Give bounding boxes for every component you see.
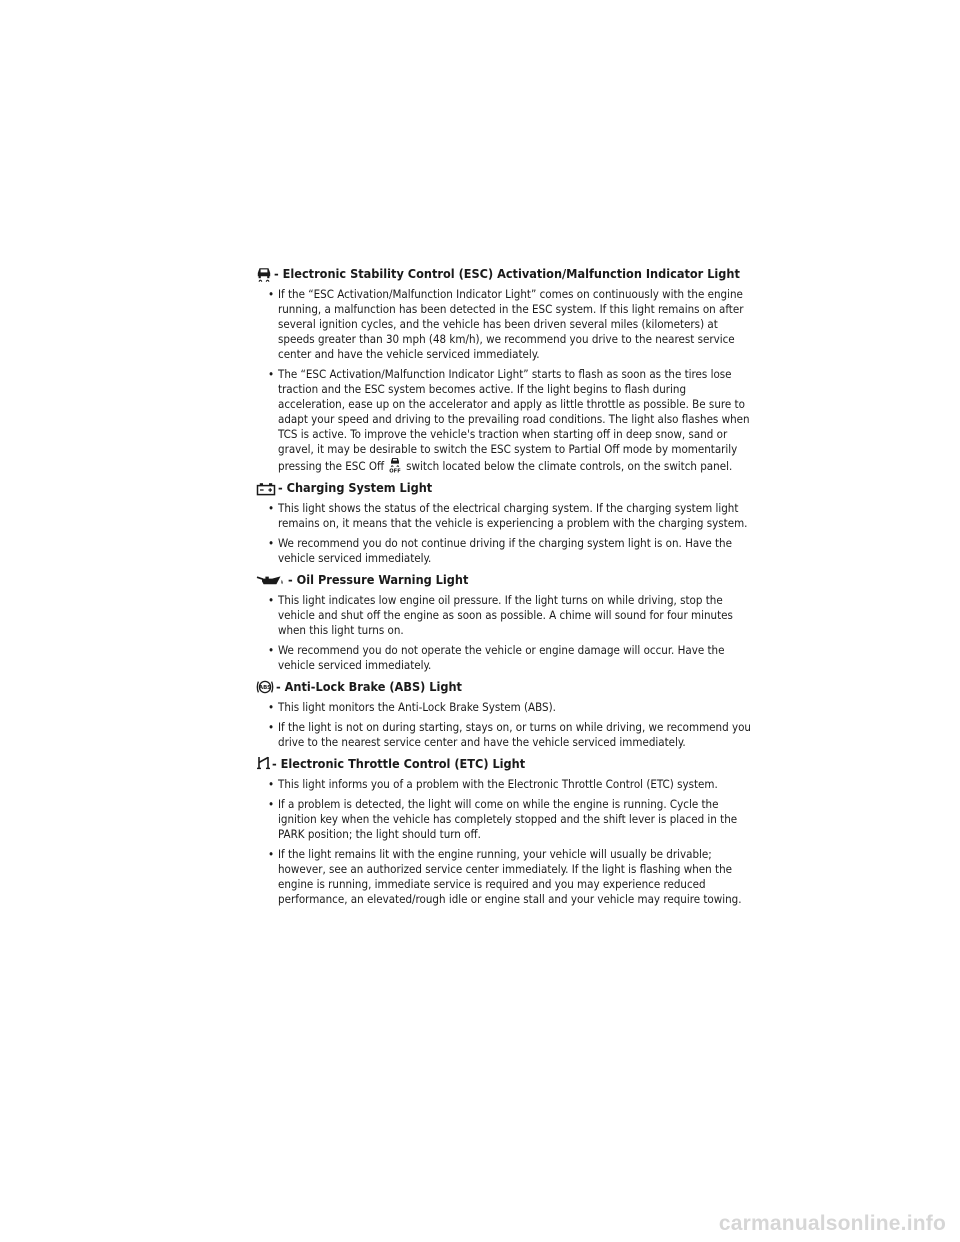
section-title: - Anti-Lock Brake (ABS) Light: [276, 679, 462, 694]
list-item: • This light informs you of a problem with the Electronic Throttle Control (ETC) system.: [268, 777, 756, 792]
list-item: • We recommend you do not operate the vehicle or engine damage will occur. Have the vehicle serviced immediately.: [268, 643, 756, 673]
section-heading: [256, 572, 756, 588]
list-item: • If the “ESC Activation/Malfunction Indicator Light” comes on continuously with the engine running, a malfunction has been detected in the ESC system. If this light remains on after several ignition cycles, and the vehicle has been driven several miles (kilometers) at speeds greater than 30 mph (48 km/h), we recommend you drive to the nearest service center and have the vehicle serviced immediately.: [268, 287, 756, 362]
bullet-list: [256, 501, 756, 566]
oil-can-icon: [256, 574, 286, 588]
list-item: • This light monitors the Anti-Lock Brake System (ABS).: [268, 700, 756, 715]
list-item-tail: switch located below the climate controls, on the switch panel.: [406, 459, 733, 473]
abs-icon-label: ABS: [258, 685, 272, 691]
list-item: • This light indicates low engine oil pressure. If the light turns on while driving, stop the vehicle and shut off the engine as soon as possible. A chime will sound for four minutes when this light turns on.: [268, 593, 756, 638]
section-title: - Oil Pressure Warning Light: [288, 572, 469, 587]
bullet-list: [256, 593, 756, 673]
list-item: • If the light remains lit with the engine running, your vehicle will usually be drivable; however, see an authorized service center immediately. If the light is flashing when the engine is running, immediate service is required and you may experience reduced performance, an elevated/rough idle or engine stall and your vehicle may require towing.: [268, 847, 756, 907]
page-content: [256, 266, 756, 913]
bullet-list: [256, 287, 756, 474]
list-item: [268, 367, 756, 474]
section-title: - Charging System Light: [278, 480, 433, 495]
bullet-list: [256, 700, 756, 750]
section-title: - Electronic Stability Control (ESC) Activation/Malfunction Indicator Light: [274, 266, 740, 281]
watermark: carmanualsonline.info: [718, 1212, 946, 1235]
section-charging-light: [256, 480, 756, 566]
list-item-text: The “ESC Activation/Malfunction Indicator Light” starts to flash as soon as the tires lose traction and the ESC system becomes active. If the light begins to flash during acceleration, ease up on the accelerator and apply as little throttle as possible. Be sure to adapt your speed and driving to the prevailing road conditions. The light also flashes when TCS is active. To improve the vehicle's traction when starting off in deep snow, sand or gravel, it may be desirable to switch the ESC system to Partial Off mode by momentarily pressing the ESC Off: [278, 367, 750, 473]
section-etc-light: [256, 756, 756, 907]
list-item: • This light shows the status of the electrical charging system. If the charging system light remains on, it means that the vehicle is experiencing a problem with the charging system.: [268, 501, 756, 531]
section-abs-light: [256, 679, 756, 750]
abs-icon: [256, 679, 274, 695]
throttle-icon: [256, 756, 270, 772]
list-item: • We recommend you do not continue driving if the charging system light is on. Have the vehicle serviced immediately.: [268, 536, 756, 566]
esc-car-skid-icon: [256, 266, 272, 282]
section-oil-pressure-light: [256, 572, 756, 673]
section-heading: [256, 266, 756, 282]
battery-icon: [256, 482, 276, 496]
bullet-list: [256, 777, 756, 907]
list-item: • If a problem is detected, the light will come on while the engine is running. Cycle the ignition key when the vehicle has completely stopped and the shift lever is placed in the PARK position; the light should turn off.: [268, 797, 756, 842]
section-title: - Electronic Throttle Control (ETC) Light: [272, 756, 526, 771]
list-item: • If the light is not on during starting, stays on, or turns on while driving, we recommend you drive to the nearest service center and have the vehicle serviced immediately.: [268, 720, 756, 750]
esc-off-icon-label: OFF: [389, 468, 401, 473]
section-heading: [256, 480, 756, 496]
section-heading: [256, 756, 756, 772]
esc-off-icon: [386, 457, 404, 473]
section-heading: [256, 679, 756, 695]
section-esc-light: [256, 266, 756, 474]
